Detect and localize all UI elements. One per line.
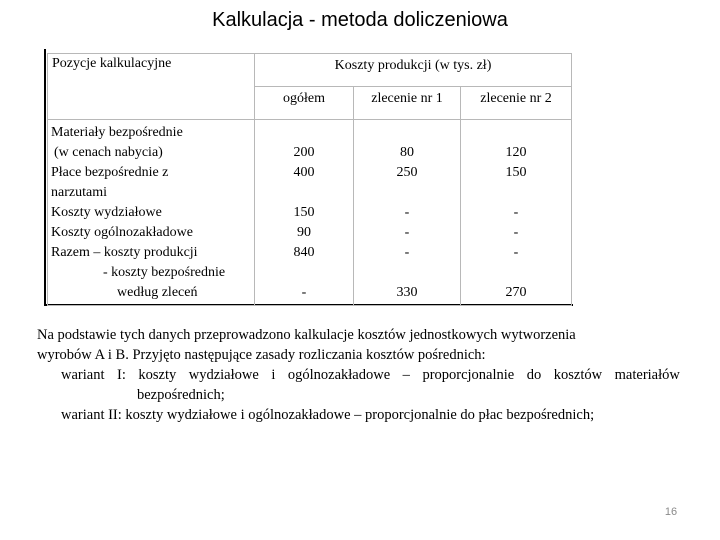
cell-value (354, 183, 460, 203)
cell-value: 150 (505, 165, 527, 180)
page-number: 16 (664, 506, 678, 518)
cell-value: 150 (293, 205, 315, 220)
variant-1-word: do (526, 367, 542, 383)
variant-1-word: kosztów (553, 367, 603, 383)
cell-value: 200 (293, 145, 315, 160)
table-body-row (48, 120, 572, 306)
variant-1-continuation: bezpośrednich; (137, 387, 225, 403)
cell-value: - (301, 285, 307, 300)
cell-value: 250 (396, 165, 418, 180)
cell-value (255, 183, 353, 203)
cell-value: 400 (293, 165, 315, 180)
header-costs: Koszty produkcji (w tys. zł) (255, 54, 572, 87)
cell-value: - (513, 245, 519, 260)
description-line: wyrobów A i B. Przyjęto następujące zasady rozliczania kosztów pośrednich: (37, 347, 486, 363)
row-label: narzutami (51, 185, 107, 200)
row-label: - koszty bezpośrednie (103, 265, 226, 280)
order-2-column-cell (461, 120, 572, 306)
row-label: Razem – koszty produkcji (51, 245, 198, 260)
row-label: (w cenach nabycia) (54, 145, 163, 160)
header-positions: Pozycje kalkulacyjne (48, 54, 255, 120)
row-label: według zleceń (117, 285, 198, 300)
cell-value: 270 (505, 285, 527, 300)
cell-value (354, 263, 460, 283)
variant-1-word: I: (117, 367, 126, 383)
cell-value: 330 (396, 285, 418, 300)
cell-value (461, 183, 571, 203)
variant-1-word: – (402, 367, 410, 383)
table-header-row (48, 54, 572, 87)
variant-2-line: wariant II: koszty wydziałowe i ogólnozakładowe – proporcjonalnie do płac bezpośrednich; (61, 407, 595, 423)
cell-value: 90 (297, 225, 311, 240)
variant-1-word: proporcjonalnie (422, 367, 515, 383)
row-label: Koszty wydziałowe (51, 205, 162, 220)
cell-value: - (513, 205, 519, 220)
cell-value (255, 263, 353, 283)
row-labels-cell (48, 120, 255, 306)
cell-value: - (404, 205, 410, 220)
cell-value: - (513, 225, 519, 240)
cell-value: 120 (505, 145, 527, 160)
cell-value: 840 (293, 245, 315, 260)
row-label: Koszty ogólnozakładowe (51, 225, 193, 240)
row-label: Materiały bezpośrednie (51, 125, 183, 140)
subheader-total: ogółem (255, 87, 354, 120)
variant-1-word: wariant (61, 367, 105, 383)
description-text (37, 325, 687, 425)
description-line: Na podstawie tych danych przeprowadzono kalkulacje kosztów jednostkowych wytworzenia (37, 327, 576, 343)
slide-title: Kalkulacja - metoda doliczeniowa (212, 9, 508, 31)
cell-value (461, 263, 571, 283)
variant-1-word: i (271, 367, 276, 383)
subheader-order-2: zlecenie nr 2 (461, 87, 572, 120)
order-1-column-cell (354, 120, 461, 306)
cost-calculation-table (47, 53, 572, 306)
cell-value: - (404, 245, 410, 260)
variant-1-word: wydziałowe (188, 367, 259, 383)
variant-1-line (37, 365, 680, 385)
total-column-cell (255, 120, 354, 306)
cell-value: - (404, 225, 410, 240)
row-label: Płace bezpośrednie z (51, 165, 169, 180)
subheader-order-1: zlecenie nr 1 (354, 87, 461, 120)
cell-value: 80 (400, 145, 414, 160)
variant-1-word: koszty (138, 367, 177, 383)
variant-1-word: ogólnozakładowe (287, 367, 391, 383)
variant-1-word: materiałów (614, 367, 680, 383)
